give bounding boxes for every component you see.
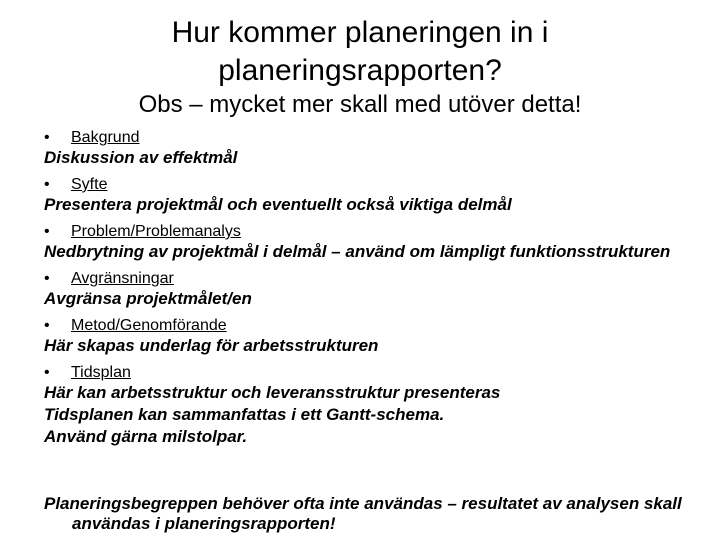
problemanalys-link[interactable]: Problem/Problemanalys — [71, 223, 241, 240]
title-line-2: planeringsrapporten? — [218, 54, 502, 87]
tidsplan-text-2: Tidsplanen kan sammanfattas i ett Gantt-schema. — [44, 405, 445, 424]
avgransningar-text: Avgränsa projektmålet/en — [44, 289, 252, 308]
bakgrund-link[interactable]: Bakgrund — [71, 129, 140, 146]
bullet-dot: • — [44, 317, 50, 334]
bullet-problemanalys — [44, 222, 684, 242]
bullet-tidsplan — [44, 363, 684, 383]
tidsplan-text-3: Använd gärna milstolpar. — [44, 427, 248, 446]
bullet-dot: • — [44, 176, 50, 193]
title-line-1: Hur kommer planeringen in i — [171, 16, 549, 49]
bullet-syfte — [44, 175, 684, 195]
tidsplan-text-1: Här kan arbetsstruktur och leveransstruktur presenteras — [44, 383, 501, 402]
bullet-dot: • — [44, 270, 50, 287]
bullet-bakgrund — [44, 128, 684, 148]
bullet-metod — [44, 316, 684, 336]
bakgrund-text: Diskussion av effektmål — [44, 148, 238, 167]
slide-title — [60, 14, 660, 90]
syfte-link[interactable]: Syfte — [71, 176, 108, 193]
avgransningar-link[interactable]: Avgränsningar — [71, 270, 174, 287]
slide-subtitle: Obs – mycket mer skall med utöver detta! — [138, 91, 582, 118]
slide-content — [44, 128, 684, 447]
bullet-avgransningar — [44, 269, 684, 289]
syfte-text: Presentera projektmål och eventuellt också viktiga delmål — [44, 195, 512, 214]
bullet-dot: • — [44, 364, 50, 381]
metod-text: Här skapas underlag för arbetsstrukturen — [44, 336, 379, 355]
bullet-dot: • — [44, 129, 50, 146]
bullet-dot: • — [44, 223, 50, 240]
slide-footer: Planeringsbegreppen behöver ofta inte användas – resultatet av analysen skall användas i planeringsrapporten! — [44, 494, 682, 533]
metod-link[interactable]: Metod/Genomförande — [71, 317, 227, 334]
tidsplan-link[interactable]: Tidsplan — [71, 364, 131, 381]
problemanalys-text: Nedbrytning av projektmål i delmål – använd om lämpligt funktionsstrukturen — [44, 242, 671, 261]
